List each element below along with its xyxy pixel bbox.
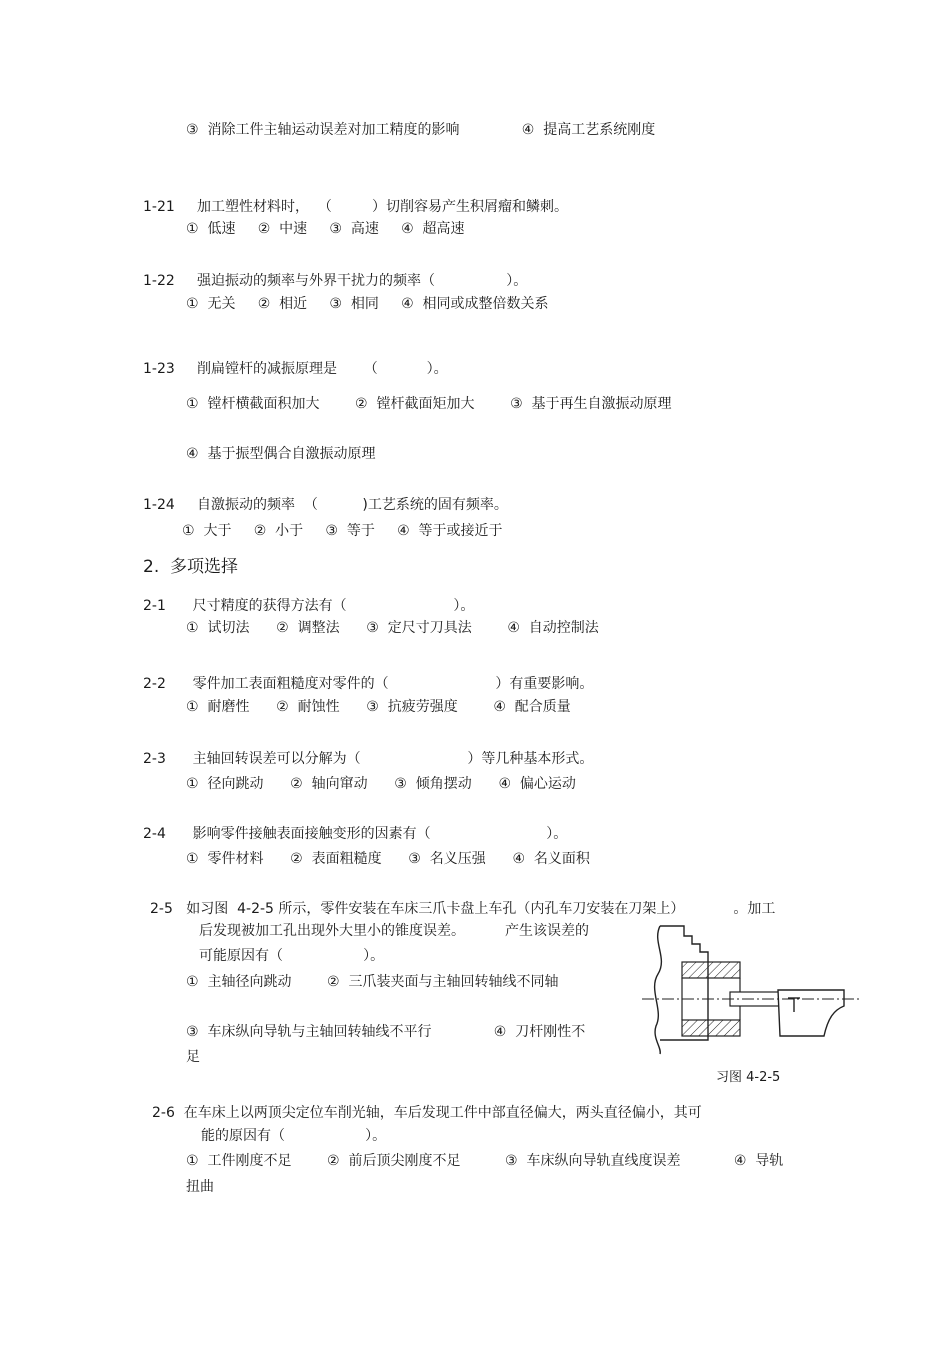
q2-5-line3: 可能原因有（ ）。	[199, 948, 385, 964]
figure-caption: 习图 4-2-5	[716, 1070, 781, 1085]
q1-21-options: ① 低速 ② 中速 ③ 高速 ④ 超高速	[186, 221, 465, 237]
q1-24-options: ① 大于 ② 小于 ③ 等于 ④ 等于或接近于	[182, 523, 503, 539]
q2-5-options-c: 足	[186, 1049, 200, 1065]
q2-5-line1: 2-5 如习图 4-2-5 所示，零件安装在车床三爪卡盘上车孔（内孔车刀安装在刀架上） 。加工	[150, 901, 776, 917]
q2-2-stem: 2-2 零件加工表面粗糙度对零件的（ ）有重要影响。	[143, 676, 594, 692]
q2-4-options: ① 零件材料 ② 表面粗糙度 ③ 名义压强 ④ 名义面积	[186, 851, 590, 867]
lathe-chuck-figure	[638, 918, 864, 1058]
q1-20-options: ③ 消除工件主轴运动误差对加工精度的影响 ④ 提高工艺系统刚度	[186, 122, 656, 138]
q2-5-options-a: ① 主轴径向跳动 ② 三爪装夹面与主轴回转轴线不同轴	[186, 974, 559, 990]
section-2-title: 2. 多项选择	[143, 557, 239, 577]
q1-22-options: ① 无关 ② 相近 ③ 相同 ④ 相同或成整倍数关系	[186, 296, 549, 312]
q2-3-stem: 2-3 主轴回转误差可以分解为（ ）等几种基本形式。	[143, 751, 594, 767]
q1-23-stem: 1-23 削扁镗杆的减振原理是 （ ）。	[143, 361, 448, 377]
q2-5-line2: 后发现被加工孔出现外大里小的锥度误差。 产生该误差的	[199, 923, 590, 939]
q2-3-options: ① 径向跳动 ② 轴向窜动 ③ 倾角摆动 ④ 偏心运动	[186, 776, 576, 792]
q1-23-options-b: ④ 基于振型偶合自激振动原理	[186, 446, 376, 462]
q2-6-options-a: ① 工件刚度不足 ② 前后顶尖刚度不足 ③ 车床纵向导轨直线度误差 ④ 导轨	[186, 1153, 784, 1169]
q2-5-options-b: ③ 车床纵向导轨与主轴回转轴线不平行 ④ 刀杆刚性不	[186, 1024, 586, 1040]
q1-21-stem: 1-21 加工塑性材料时， （ ）切削容易产生积屑瘤和鳞刺。	[143, 199, 568, 215]
q2-6-line1: 2-6 在车床上以两顶尖定位车削光轴，车后发现工件中部直径偏大，两头直径偏小，其可	[152, 1105, 702, 1121]
q2-6-line2: 能的原因有（ ）。	[201, 1128, 387, 1144]
q1-24-stem: 1-24 自激振动的频率 （ )工艺系统的固有频率。	[143, 497, 508, 513]
q2-1-options: ① 试切法 ② 调整法 ③ 定尺寸刀具法 ④ 自动控制法	[186, 620, 599, 636]
q2-1-stem: 2-1 尺寸精度的获得方法有（ ）。	[143, 598, 475, 614]
q2-6-options-b: 扭曲	[186, 1179, 214, 1195]
q2-4-stem: 2-4 影响零件接触表面接触变形的因素有（ ）。	[143, 826, 568, 842]
q1-23-options-a: ① 镗杆横截面积加大 ② 镗杆截面矩加大 ③ 基于再生自激振动原理	[186, 396, 672, 412]
q1-22-stem: 1-22 强迫振动的频率与外界干扰力的频率（ ）。	[143, 273, 528, 289]
q2-2-options: ① 耐磨性 ② 耐蚀性 ③ 抗疲劳强度 ④ 配合质量	[186, 699, 571, 715]
